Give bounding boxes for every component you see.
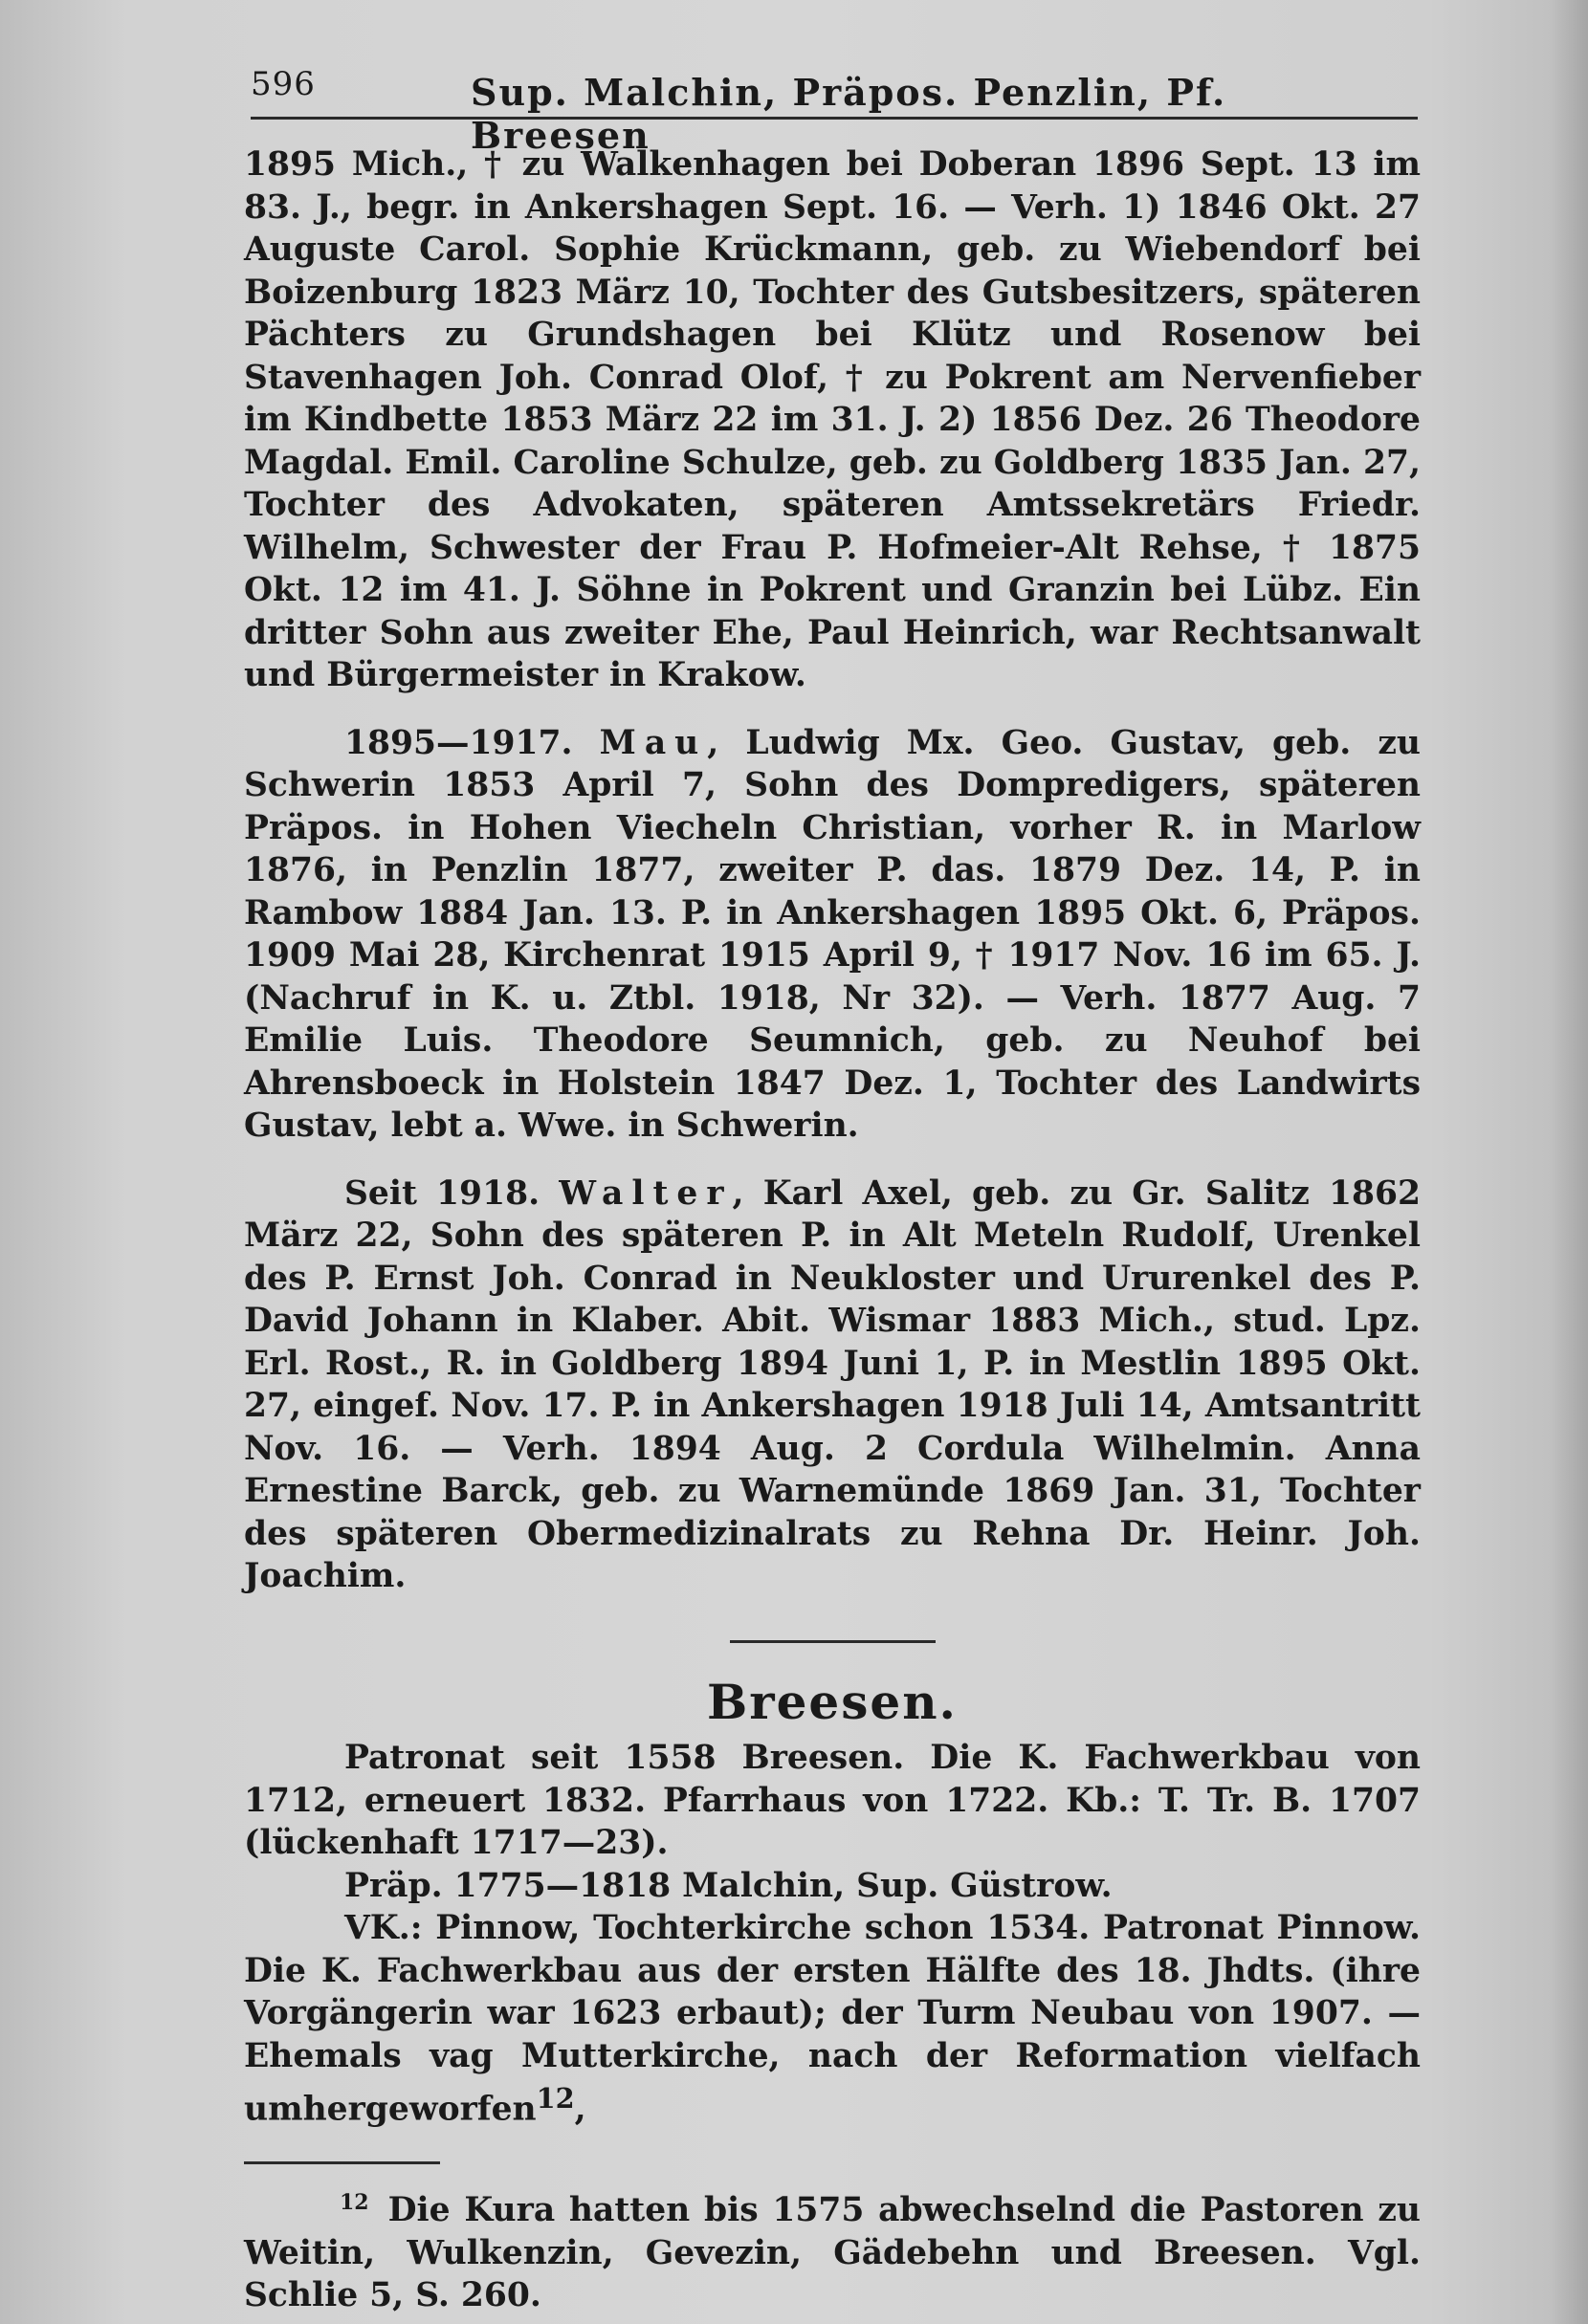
- section-divider: [730, 1640, 936, 1643]
- paragraph-entry-walter: [244, 1173, 1421, 1598]
- entry-period: Seit 1918.: [344, 1173, 540, 1213]
- entry-surname: Walter: [559, 1173, 733, 1213]
- section-paragraph-praep: Präp. 1775—1818 Malchin, Sup. Güstrow.: [344, 1866, 1113, 1905]
- entry-period: 1895—1917.: [344, 723, 573, 762]
- section-title: Breesen.: [707, 1673, 958, 1730]
- entry-surname: Mau: [599, 723, 708, 762]
- footnote: [244, 2181, 1421, 2317]
- section-paragraph-patronat: Patronat seit 1558 Breesen. Die K. Fachwerkbau von 1712, erneuert 1832. Pfarrhaus von 1722. Kb.: T. Tr. B. 1707 (lückenhaft 1717—23).: [244, 1739, 1421, 1862]
- page-gutter-shadow: [1550, 0, 1588, 2324]
- page-body: [244, 143, 1421, 2317]
- footnote-rule: [244, 2161, 440, 2164]
- vk-text: , Tochterkirche schon 1534. Patronat Pinnow. Die K. Fachwerkbau aus der ersten Hälfte des 18. Jhdts. (ihre Vorgängerin war 1623 erbaut); der Turm Neubau von 1907. — Ehemals vag Mutterkirche, nach der Reformation vielfach umhergeworfen: [244, 1909, 1421, 2129]
- paragraph-entry-mau: [244, 722, 1421, 1148]
- footnote-reference: 12: [536, 2082, 575, 2115]
- vk-place: Pinnow: [435, 1909, 569, 1947]
- vk-label: VK.:: [344, 1909, 423, 1947]
- running-head: Sup. Malchin, Präpos. Penzlin, Pf. Breesen: [471, 71, 1227, 157]
- entry-text: , Ludwig Mx. Geo. Gustav, geb. zu Schwerin 1853 April 7, Sohn des Dompredigers, späteren Präpos. in Hohen Viecheln Christian, vorher R. in Marlow 1876, in Penzlin 1877, zweiter P. das. 1879 Dez. 14, P. in Rambow 1884 Jan. 13. P. in Ankershagen 1895 Okt. 6, Präpos. 1909 Mai 28, Kirchenrat 1915 April 9, † 1917 Nov. 16 im 65. J. (Nachruf in K. u. Ztbl. 1918, Nr 32). — Verh. 1877 Aug. 7 Emilie Luis. Theodore Seumnich, geb. zu Neuhof bei Ahrensboeck in Holstein 1847 Dez. 1, Tochter des Landwirts Gustav, lebt a. Wwe. in Schwerin.: [244, 723, 1421, 1145]
- page-number: 596: [251, 65, 316, 103]
- vk-end: ,: [574, 2090, 586, 2129]
- paragraph-continued-entry: 1895 Mich., † zu Walkenhagen bei Doberan 1896 Sept. 13 im 83. J., begr. in Ankershagen Sept. 16. — Verh. 1) 1846 Okt. 27 Auguste Carol. Sophie Krückmann, geb. zu Wiebendorf bei Boizenburg 1823 März 10, Tochter des Gutsbesitzers, späteren Pächters zu Grundshagen bei Klütz und Rosenow bei Stavenhagen Joh. Conrad Olof, † zu Pokrent am Nervenfieber im Kindbette 1853 März 22 im 31. J. 2) 1856 Dez. 26 Theodore Magdal. Emil. Caroline Schulze, geb. zu Goldberg 1835 Jan. 27, Tochter des Advokaten, späteren Amtssekretärs Friedr. Wilhelm, Schwester der Frau P. Hofmeier-Alt Rehse, † 1875 Okt. 12 im 41. J. Söhne in Pokrent und Granzin bei Lübz. Ein dritter Sohn aus zweiter Ehe, Paul Heinrich, war Rechtsanwalt und Bürgermeister in Krakow.: [244, 145, 1421, 694]
- entry-text: , Karl Axel, geb. zu Gr. Salitz 1862 März 22, Sohn des späteren P. in Alt Meteln Rudolf, Urenkel des P. Ernst Joh. Conrad in Neukloster und Ururenkel des P. David Johann in Klaber. Abit. Wismar 1883 Mich., stud. Lpz. Erl. Rost., R. in Goldberg 1894 Juni 1, P. in Mestlin 1895 Okt. 27, eingef. Nov. 17. P. in Ankershagen 1918 Juli 14, Amtsantritt Nov. 16. — Verh. 1894 Aug. 2 Cordula Wilhelmin. Anna Ernestine Barck, geb. zu Warnemünde 1869 Jan. 31, Tochter des späteren Obermedizinalrats zu Rehna Dr. Heinr. Joh. Joachim.: [244, 1173, 1421, 1595]
- footnote-mark: 12: [340, 2190, 369, 2215]
- page-header: [251, 59, 1418, 157]
- footnote-text: Die Kura hatten bis 1575 abwechselnd die Pastoren zu Weitin, Wulkenzin, Gevezin, Gädebehn und Breesen. Vgl. Schlie 5, S. 260.: [244, 2191, 1421, 2314]
- section-paragraph-vk: [244, 1907, 1421, 2131]
